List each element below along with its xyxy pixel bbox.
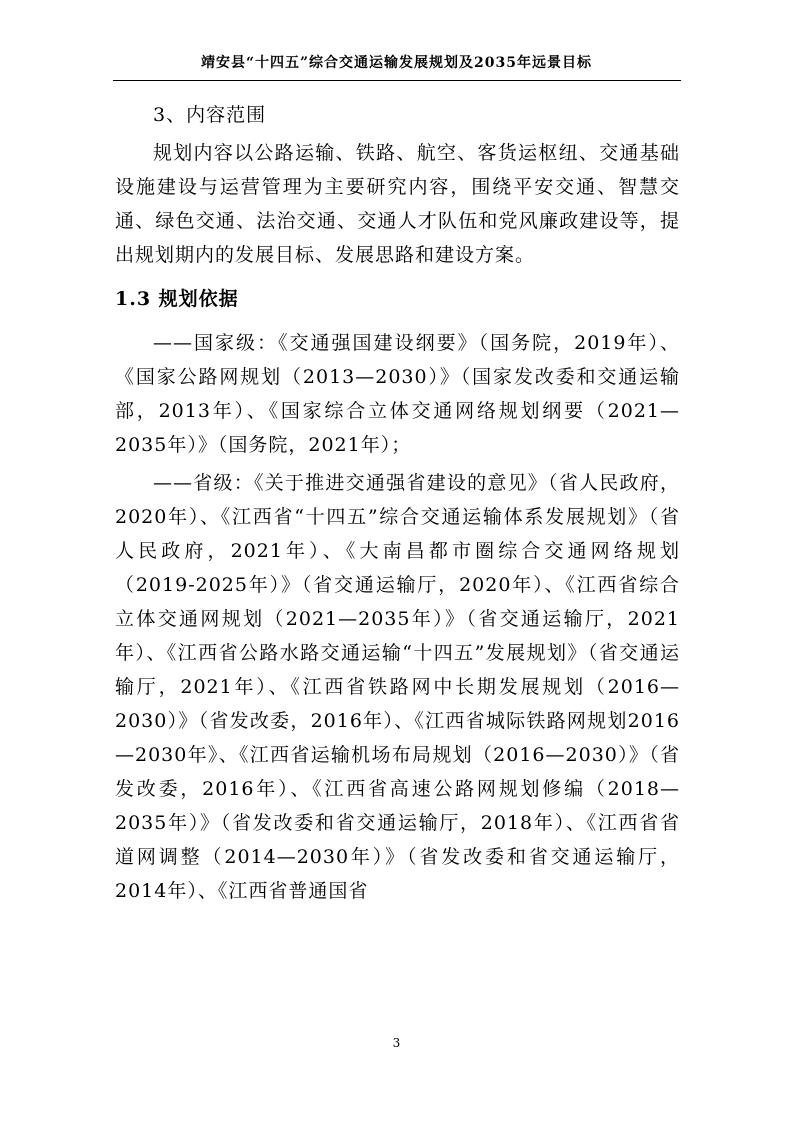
- scope-heading: 3、内容范围: [153, 104, 267, 126]
- national-level-paragraph: ——国家级：《交通强国建设纲要》（国务院，2019年）、《国家公路网规划（2013—2030）》（国家发改委和交通运输部，2013年）、《国家综合立体交通网络规划纲要（2021—2035年）》（国务院，2021年）；: [115, 332, 680, 456]
- section-heading-basis: 1.3 规划依据: [115, 288, 239, 310]
- scope-paragraph: 规划内容以公路运输、铁路、航空、客货运枢纽、交通基础设施建设与运营管理为主要研究内容，围绕平安交通、智慧交通、绿色交通、法治交通、交通人才队伍和党风廉政建设等，提出规划期内的发展目标、发展思路和建设方案。: [115, 142, 680, 266]
- document-body: [115, 98, 680, 908]
- page-number: 3: [392, 1036, 401, 1050]
- page-header: 靖安县“十四五”综合交通运输发展规划及2035年远景目标: [200, 55, 593, 71]
- header-divider: [113, 80, 681, 81]
- provincial-level-paragraph: ——省级：《关于推进交通强省建设的意见》（省人民政府，2020年）、《江西省“十四五”综合交通运输体系发展规划》（省人民政府，2021年）、《大南昌都市圈综合交通网络规划（2019-2025年）》（省交通运输厅，2020年）、《江西省综合立体交通网规划（2021—2035年）》（省交通运输厅，2021年）、《江西省公路水路交通运输“十四五”发展规划》（省交通运输厅，2021年）、《江西省铁路网中长期发展规划（2016—2030）》（省发改委，2016年）、《江西省城际铁路网规划2016—2030年》、《江西省运输机场布局规划（2016—2030）》（省发改委，2016年）、《江西省高速公路网规划修编（2018—2035年）》（省发改委和省交通运输厅，2018年）、《江西省省道网调整（2014—2030年）》（省发改委和省交通运输厅，2014年）、《江西省普通国省: [115, 472, 680, 902]
